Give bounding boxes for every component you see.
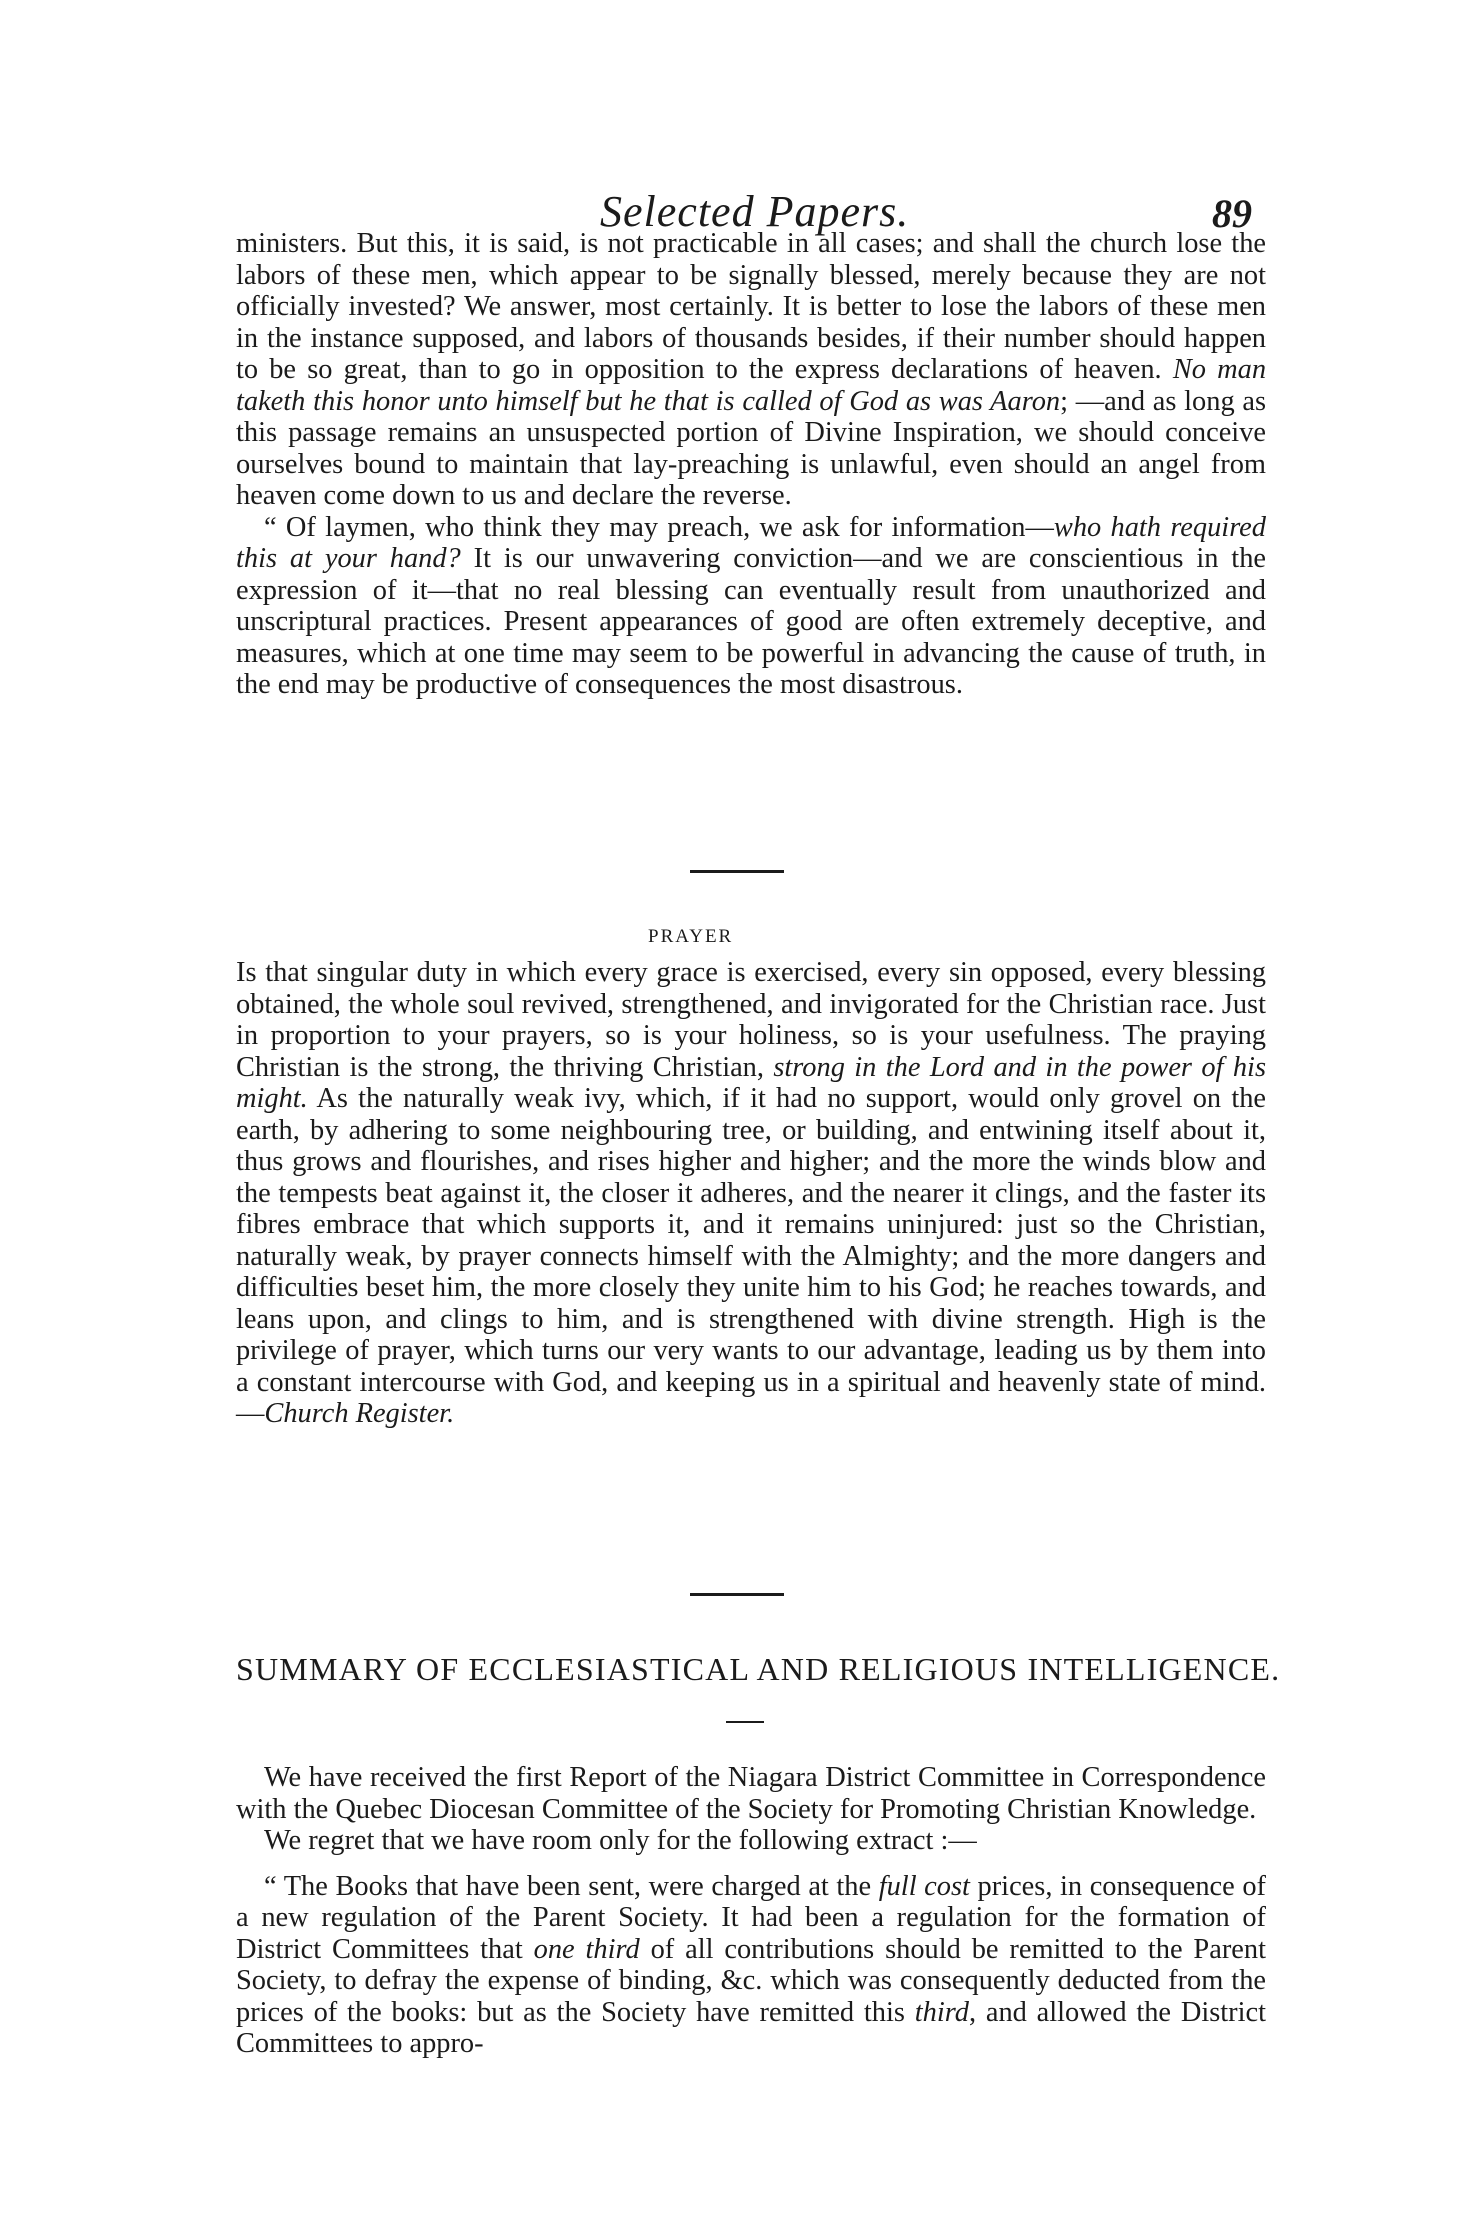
italic-text-run: who hath required this at your hand?	[236, 511, 1266, 574]
prayer-title: PRAYER	[648, 926, 734, 947]
running-title: Selected Papers.	[600, 187, 910, 236]
paragraph	[236, 1871, 1266, 2060]
text-run: We regret that we have room only for the following extract :—	[264, 1825, 977, 1856]
summary-heading: SUMMARY OF ECCLESIASTICAL AND RELIGIOUS INTELLIGENCE.	[236, 1651, 1281, 1687]
text-run: It is our unwavering conviction—and we are conscientious in the expression of it—that no real blessing can eventually result from unauthorized and unscriptural practices. Present appearances of good are often extremely deceptive, and measures, which at one time may seem to be powerful in advancing the cause of truth, in the end may be productive of consequences the most disastrous.	[236, 543, 1266, 700]
text-run: As the naturally weak ivy, which, if it had no support, would only grovel on the earth, by adhering to some neighbouring tree, or building, and entwining itself about it, thus grows and flourishes, and rises higher and higher; and the more the winds blow and the tempests beat against it, the closer it adheres, and the nearer it clings, and the faster its fibres embrace that which supports it, and it remains uninjured: just so the Christian, naturally weak, by prayer connects himself with the Almighty; and the more dangers and difficulties beset him, the more closely they unite him to his God; he reaches towards, and leans upon, and clings to him, and is strengthened with divine strength. High is the privilege of prayer, which turns our very wants to our advantage, leading us by them into a constant intercourse with God, and keeping us in a spiritual and heavenly state of mind.—	[236, 1083, 1266, 1429]
paragraph	[236, 1825, 1266, 1857]
italic-text-run: third	[914, 1996, 969, 2028]
section-lay-preaching	[236, 228, 1266, 701]
section-divider	[690, 870, 784, 873]
italic-text-run: full cost	[878, 1870, 970, 1902]
section-prayer	[236, 957, 1266, 1430]
section-divider	[690, 1593, 784, 1596]
short-divider	[726, 1721, 764, 1723]
paragraph	[236, 512, 1266, 701]
section-summary	[236, 1762, 1266, 2060]
italic-text-run: Church Register.	[264, 1398, 455, 1429]
text-run: , and allowed the District Committees to appro-	[236, 1996, 1266, 2059]
text-run: of all contributions should be remitted to the Parent Society, to defray the expense of binding, &c. which was consequently deducted from the prices of the books: but as the Society have remitted this	[236, 1933, 1266, 2028]
paragraph	[236, 228, 1266, 512]
text-run: ; —and as long as this passage remains an unsuspected portion of Divine Inspiration, we should conceive ourselves bound to maintain that lay-preaching is unlawful, even should an angel from heaven come down to us and declare the reverse.	[236, 385, 1267, 511]
paragraph	[236, 957, 1266, 1430]
text-run: “ Of laymen, who think they may preach, we ask for information—	[264, 511, 1054, 543]
text-run: prices, in consequence of a new regulation of the Parent Society. It had been a regulation for the formation of District Committees that	[236, 1870, 1266, 1965]
text-run: Is that singular duty in which every grace is exercised, every sin opposed, every blessing obtained, the whole soul revived, strengthened, and invigorated for the Christian race. Just in proportion to your prayers, so is your holiness, so is your usefulness. The praying Christian is the strong, the thriving Christian,	[236, 957, 1266, 1083]
paragraph	[236, 1762, 1266, 1825]
italic-text-run: one third	[533, 1933, 640, 1965]
italic-text-run: strong in the Lord and in the power of his might.	[236, 1051, 1266, 1114]
page-number: 89	[1212, 191, 1252, 236]
italic-text-run: No man taketh this honor unto himself but he that is called of God as was Aaron	[236, 354, 1267, 417]
text-run: ministers. But this, it is said, is not practicable in all cases; and shall the church lose the labors of these men, which appear to be signally blessed, merely because they are not officially invested? We answer, most certainly. It is better to lose the labors of these men in the instance supposed, and labors of thousands besides, if their number should happen to be so great, than to go in opposition to the express declarations of heaven.	[236, 228, 1266, 385]
text-run: “ The Books that have been sent, were charged at the	[264, 1870, 879, 1902]
text-run: We have received the first Report of the Niagara District Committee in Correspondence with the Quebec Diocesan Committee of the Society for Promoting Christian Knowledge.	[236, 1762, 1266, 1825]
